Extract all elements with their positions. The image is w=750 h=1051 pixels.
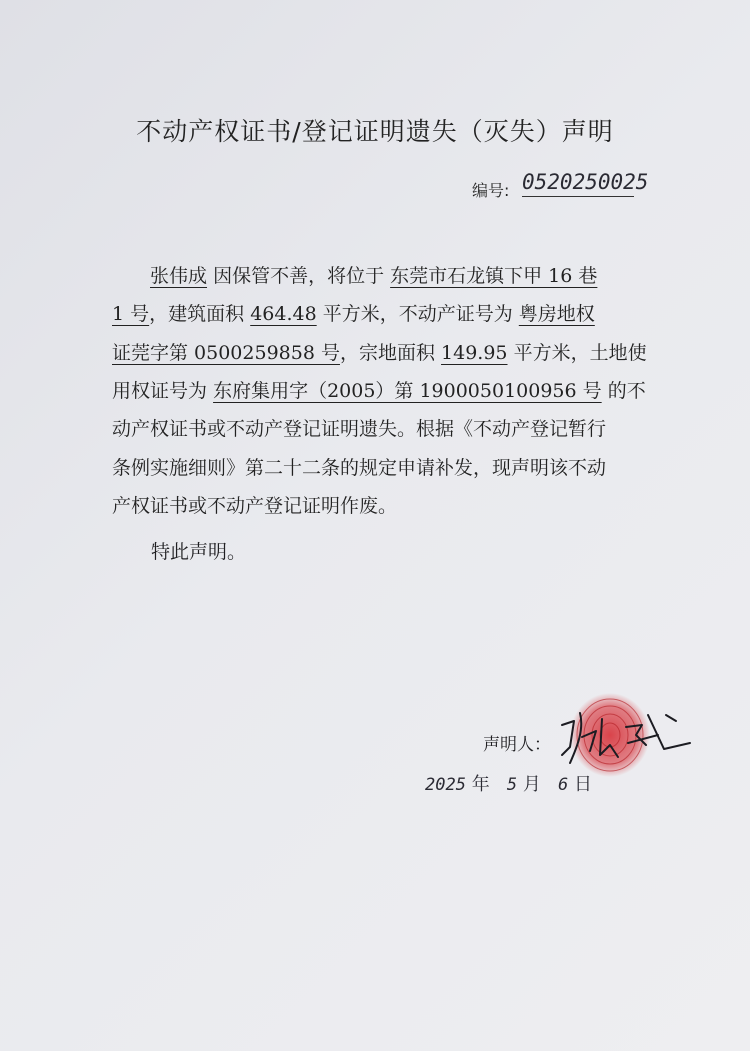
certificate-number: 粤房地权 [518,303,595,325]
document-number-label: 编号: [472,181,510,200]
closing-statement: 特此声明。 [151,541,247,563]
body-text: 因保管不善，将位于 [213,265,385,287]
document-number-value: 0520250025 [522,170,634,197]
body-text: 用权证号为 [112,380,208,402]
date-day-unit: 日 [574,774,592,795]
body-line-4 [112,382,646,401]
body-line-1 [150,267,597,286]
date-day: 6 [558,775,569,795]
body-line-2 [112,305,595,324]
body-text: 平方米，土地使 [513,342,647,364]
body-text: ，建筑面积 [149,303,245,325]
signing-date [425,770,592,796]
land-area: 149.95 [441,342,508,364]
property-address-cont: 1 号 [112,303,150,325]
body-text: ，宗地面积 [339,342,435,364]
body-text: 的不 [607,380,646,402]
property-address: 东莞市石龙镇下甲 16 巷 [390,265,598,287]
date-year-unit: 年 [471,774,490,795]
body-line-7: 产权证书或不动产登记证明作废。 [112,495,398,517]
body-line-5: 动产权证书或不动产登记证明遗失。根据《不动产登记暂行 [112,418,607,440]
declarant-label: 声明人： [483,735,551,755]
date-month-unit: 月 [522,774,541,795]
certificate-number-cont: 证莞字第 0500259858 号 [112,342,340,364]
building-area: 464.48 [250,303,317,325]
page-title: 不动产权证书/登记证明遗失（灭失）声明 [136,117,614,146]
date-year: 2025 [425,775,466,795]
declarant-name: 张伟成 [150,265,208,287]
body-text: 平方米，不动产证号为 [322,303,513,325]
land-use-certificate: 东府集用字（2005）第 1900050100956 号 [213,380,602,402]
date-month: 5 [506,775,518,795]
body-line-3 [112,344,647,363]
body-line-6: 条例实施细则》第二十二条的规定申请补发，现声明该不动 [112,457,607,479]
